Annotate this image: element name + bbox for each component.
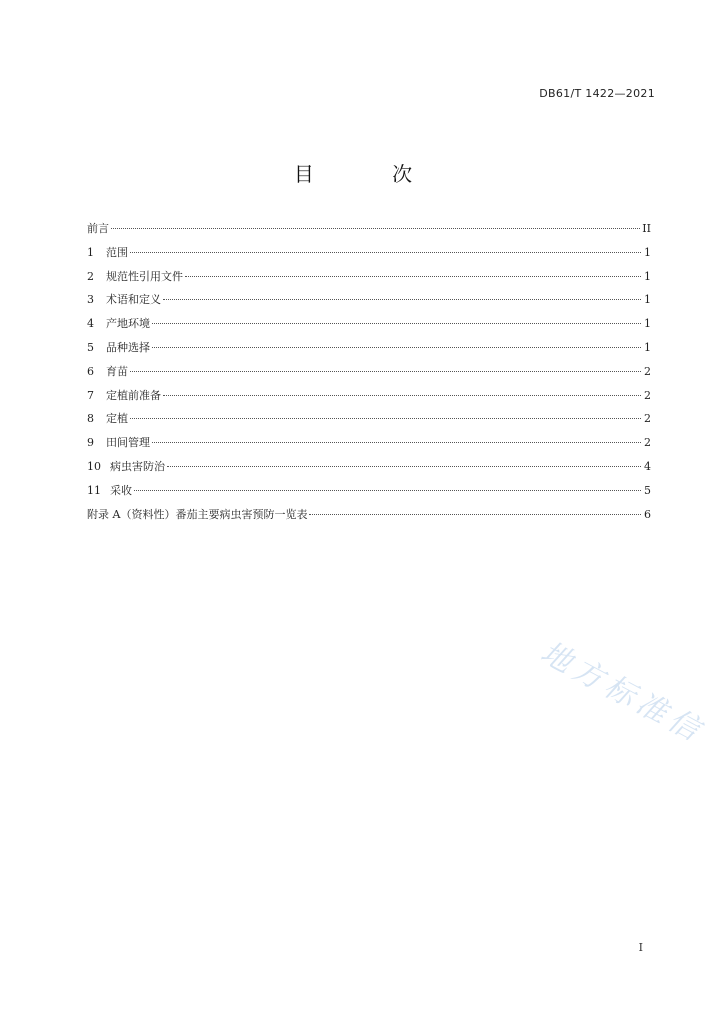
toc-entry-4[interactable]	[87, 312, 651, 336]
dot-leader	[185, 276, 641, 277]
dot-leader	[152, 347, 641, 348]
toc-entry-foreword[interactable]	[87, 217, 651, 241]
toc-entry-page: 2	[644, 436, 651, 450]
toc-entry-page: 5	[644, 483, 651, 497]
toc-entry-appendix-a[interactable]	[87, 503, 651, 527]
dot-leader	[134, 490, 641, 491]
toc-entry-page: 4	[644, 459, 651, 473]
toc-entry-label: 前言	[87, 222, 109, 235]
standard-code: DB61/T 1422—2021	[539, 87, 655, 100]
toc-entry-11[interactable]	[87, 479, 651, 503]
toc-entry-7[interactable]	[87, 384, 651, 408]
toc-entry-number: 1	[87, 245, 94, 259]
watermark: 地方标准信	[534, 635, 711, 751]
dot-leader	[163, 299, 641, 300]
dot-leader	[130, 371, 641, 372]
toc-entry-page: 6	[644, 507, 651, 521]
toc-entry-number: 11	[87, 483, 101, 497]
toc-entry-page: 1	[644, 293, 651, 307]
toc-entry-page: 1	[644, 269, 651, 283]
toc-entry-1[interactable]	[87, 241, 651, 265]
dot-leader	[152, 442, 641, 443]
toc-entry-number: 5	[87, 340, 94, 354]
toc-entry-label: 范围	[106, 245, 128, 259]
toc-entry-label: 定植	[106, 412, 128, 426]
toc-entry-number: 3	[87, 293, 94, 307]
toc-entry-10[interactable]	[87, 455, 651, 479]
toc-entry-label: 附录 A（资料性）番茄主要病虫害预防一览表	[87, 507, 308, 521]
toc-entry-label: 术语和定义	[106, 293, 161, 307]
toc-entry-5[interactable]	[87, 336, 651, 360]
toc-entry-page: II	[642, 222, 651, 235]
toc-entry-number: 8	[87, 412, 94, 426]
toc-entry-page: 1	[644, 317, 651, 331]
toc-entry-page: 2	[644, 412, 651, 426]
toc-entry-number: 7	[87, 388, 94, 402]
toc-entry-number: 6	[87, 364, 94, 378]
dot-leader	[111, 228, 640, 229]
toc-entry-9[interactable]	[87, 431, 651, 455]
dot-leader	[130, 252, 641, 253]
dot-leader	[152, 323, 641, 324]
toc-entry-page: 1	[644, 340, 651, 354]
dot-leader	[130, 418, 641, 419]
toc-entry-label: 定植前准备	[106, 388, 161, 402]
table-of-contents	[87, 217, 651, 526]
page-number: I	[638, 941, 643, 954]
toc-entry-label: 品种选择	[106, 340, 150, 354]
toc-entry-2[interactable]	[87, 265, 651, 289]
toc-entry-label: 病虫害防治	[110, 459, 165, 473]
toc-entry-3[interactable]	[87, 288, 651, 312]
toc-entry-label: 育苗	[106, 364, 128, 378]
dot-leader	[163, 395, 641, 396]
toc-title: 目 次	[293, 162, 449, 186]
toc-entry-number: 9	[87, 436, 94, 450]
toc-entry-label: 规范性引用文件	[106, 269, 183, 283]
dot-leader	[167, 466, 641, 467]
dot-leader	[309, 514, 641, 515]
toc-entry-label: 田间管理	[106, 436, 150, 450]
toc-entry-label: 采收	[110, 483, 132, 497]
toc-entry-8[interactable]	[87, 407, 651, 431]
toc-entry-page: 2	[644, 388, 651, 402]
toc-entry-6[interactable]	[87, 360, 651, 384]
toc-entry-label: 产地环境	[106, 317, 150, 331]
toc-entry-page: 2	[644, 364, 651, 378]
toc-entry-number: 10	[87, 459, 101, 473]
toc-entry-number: 4	[87, 317, 94, 331]
toc-entry-number: 2	[87, 269, 94, 283]
toc-entry-page: 1	[644, 245, 651, 259]
